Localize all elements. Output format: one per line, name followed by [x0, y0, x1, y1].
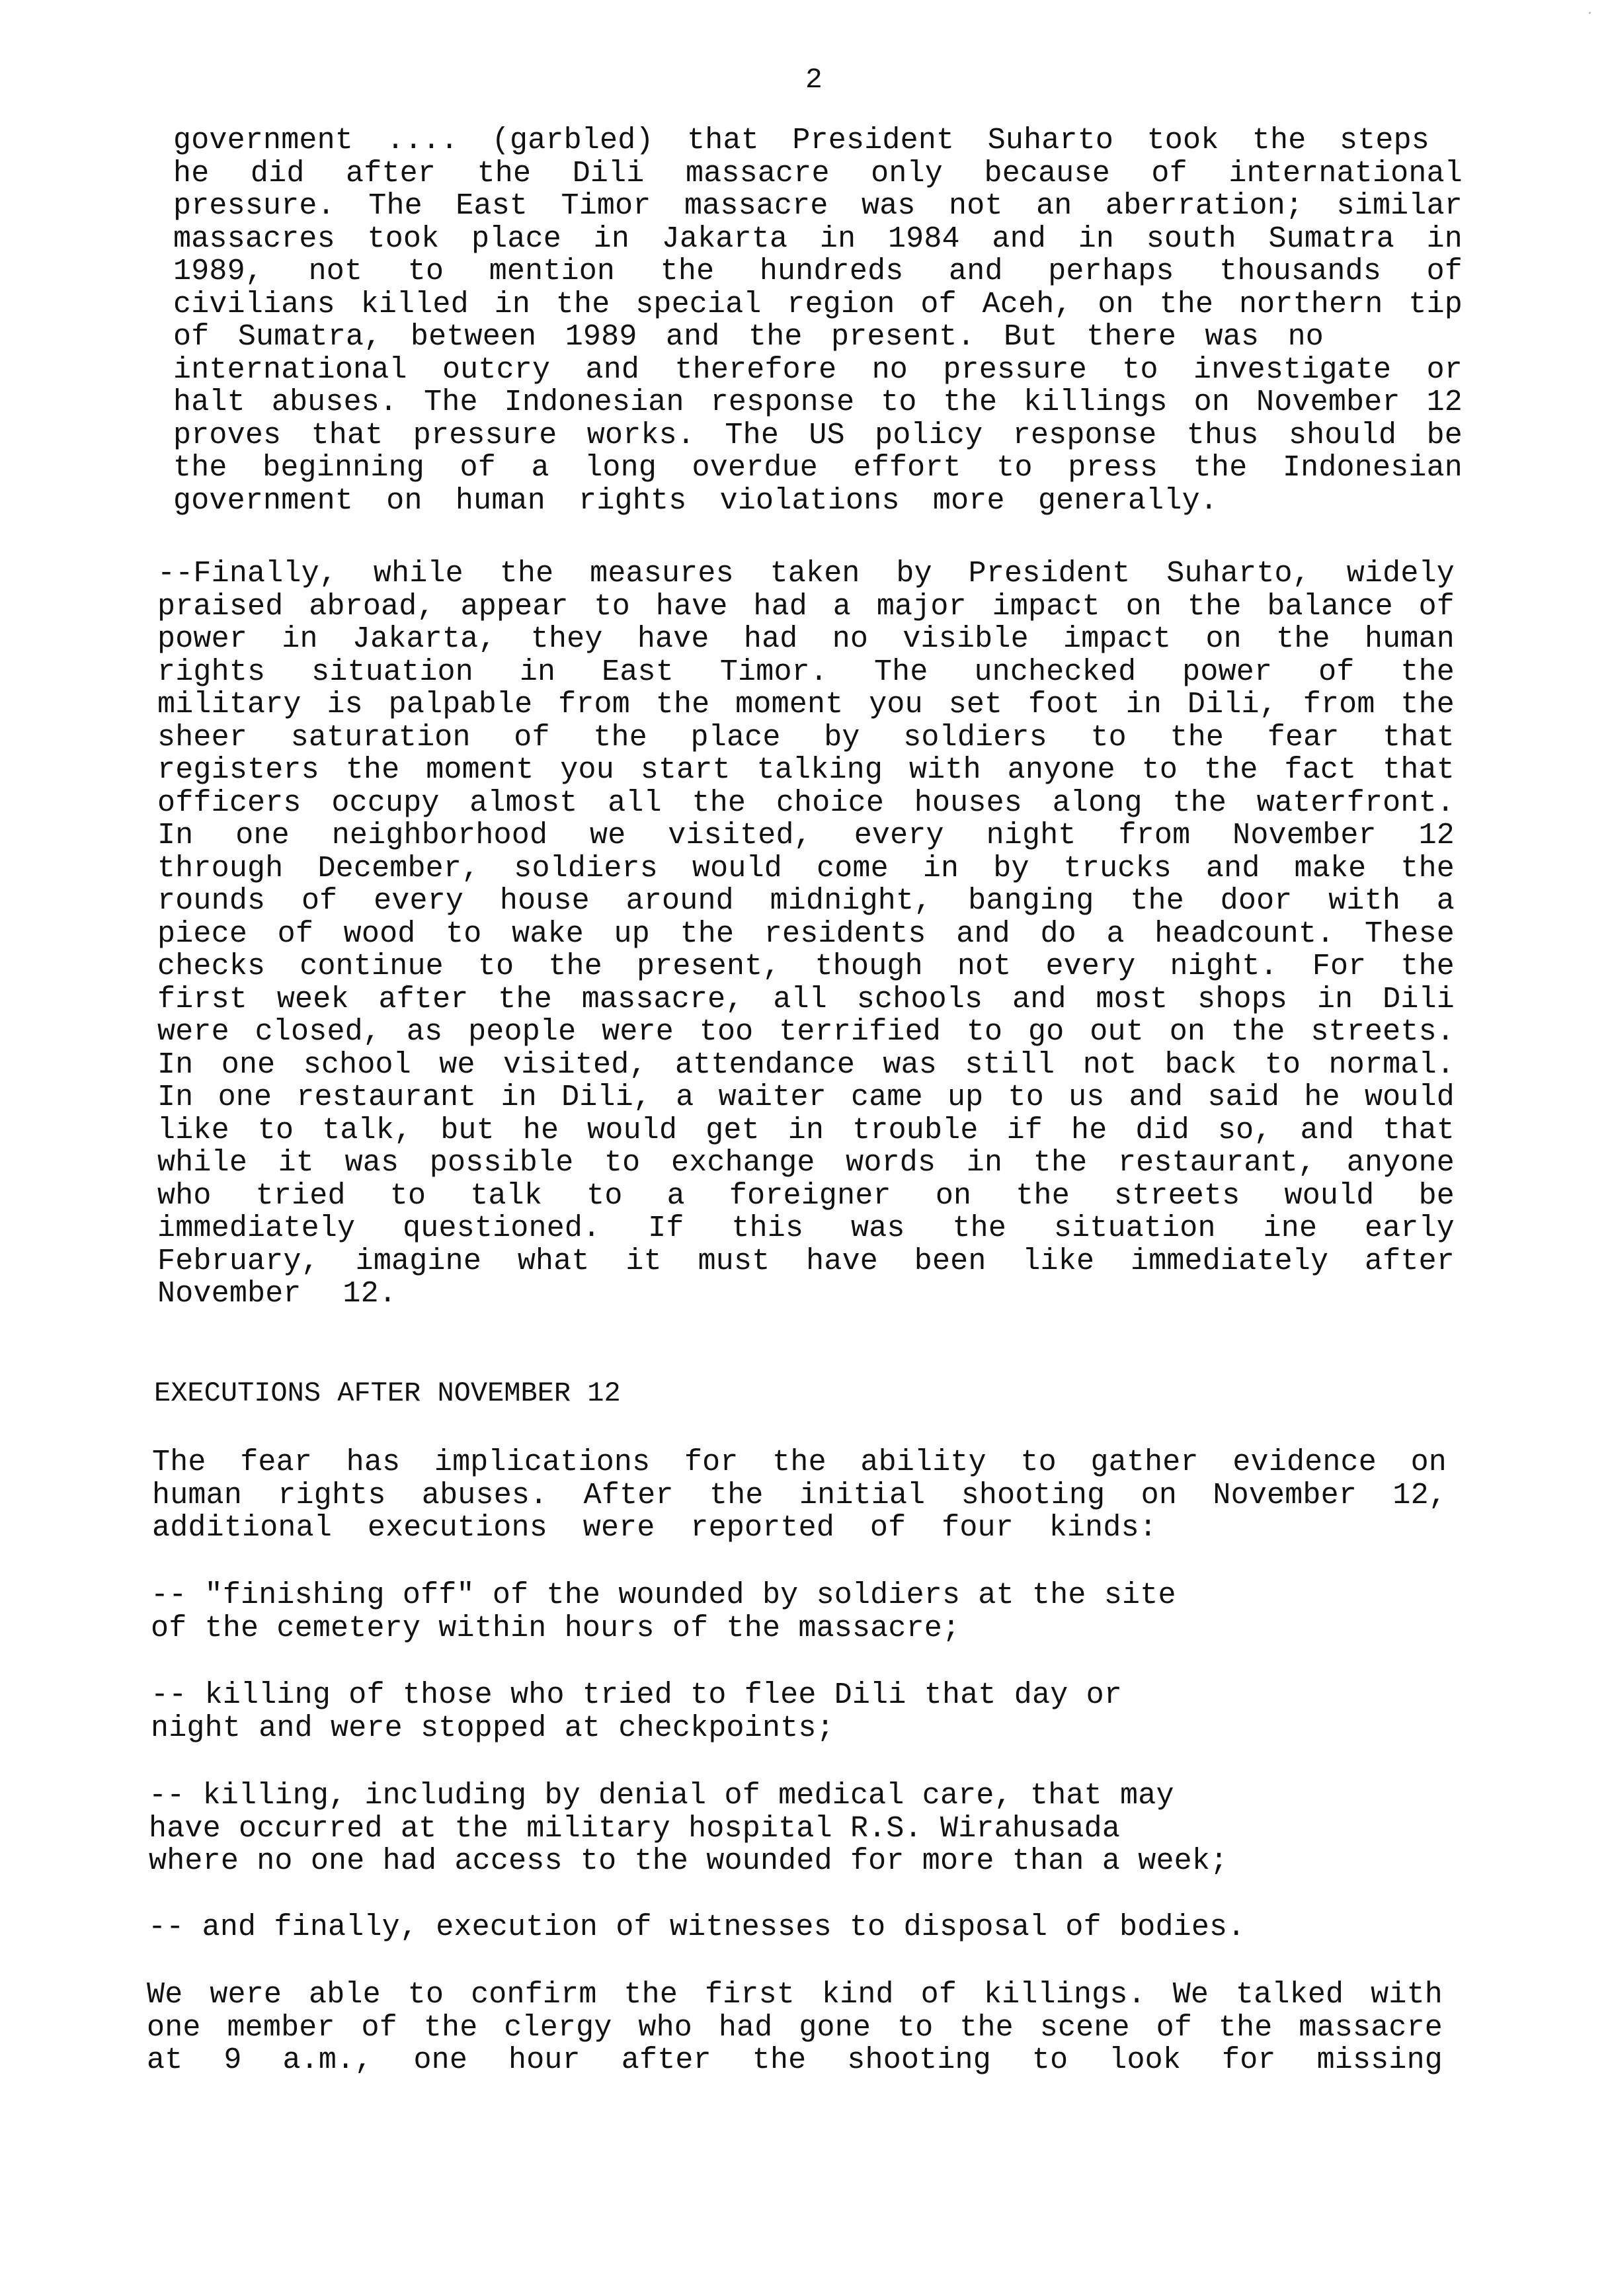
- text-line: November 12.: [157, 1277, 397, 1311]
- scan-speck: [1589, 12, 1591, 14]
- text-line: immediately questioned. If this was the situation ine early: [157, 1211, 1455, 1245]
- paragraph-confirmation: [147, 1979, 1443, 2077]
- text-line: --Finally, while the measures taken by President Suharto, widely: [157, 557, 1455, 591]
- text-line: human rights abuses. After the initial shooting on November 12,: [152, 1478, 1447, 1512]
- text-line: massacres took place in Jakarta in 1984 and in south Sumatra in: [173, 222, 1463, 256]
- text-line: power in Jakarta, they have had no visible impact on the human: [157, 622, 1455, 656]
- text-line: first week after the massacre, all schools and most shops in Dili: [157, 982, 1455, 1016]
- text-line: February, imagine what it must have been like immediately after: [157, 1244, 1455, 1278]
- list-item-witnesses: [148, 1911, 1245, 1944]
- text-line: -- killing, including by denial of medical care, that may: [149, 1779, 1174, 1813]
- text-line: rounds of every house around midnight, banging the door with a: [157, 884, 1455, 918]
- text-line: international outcry and therefore no pressure to investigate or: [173, 352, 1463, 387]
- text-line: proves that pressure works. The US policy response thus should be: [173, 418, 1463, 452]
- list-item-military-hospital: [149, 1780, 1228, 1878]
- text-line: checks continue to the present, though not every night. For the: [157, 950, 1455, 983]
- text-line: at 9 a.m., one hour after the shooting to look for missing: [147, 2043, 1443, 2077]
- text-line: military is palpable from the moment you set foot in Dili, from the: [157, 688, 1455, 721]
- page-number: 2: [805, 63, 823, 96]
- text-line: of Sumatra, between 1989 and the present. But there was no: [173, 320, 1324, 354]
- text-line: where no one had access to the wounded for more than a week;: [149, 1844, 1228, 1878]
- text-line: rights situation in East Timor. The unchecked power of the: [157, 655, 1455, 689]
- text-line: halt abuses. The Indonesian response to the killings on November 12: [173, 386, 1463, 419]
- list-item-finishing-off: [151, 1579, 1176, 1645]
- text-line: The fear has implications for the ability to gather evidence on: [152, 1446, 1447, 1479]
- text-line: piece of wood to wake up the residents and do a headcount. These: [157, 917, 1455, 951]
- text-line: We were able to confirm the first kind of killings. We talked with: [147, 1978, 1443, 2012]
- text-line: -- "finishing off" of the wounded by soldiers at the site: [151, 1578, 1176, 1612]
- text-line: -- killing of those who tried to flee Dili that day or: [151, 1678, 1123, 1712]
- list-item-checkpoints: [151, 1679, 1122, 1744]
- text-line: night and were stopped at checkpoints;: [151, 1711, 834, 1745]
- text-line: In one restaurant in Dili, a waiter came up to us and said he would: [157, 1081, 1455, 1114]
- text-line: one member of the clergy who had gone to the scene of the massacre: [147, 2010, 1443, 2045]
- section-heading: EXECUTIONS AFTER NOVEMBER 12: [154, 1377, 621, 1409]
- text-line: sheer saturation of the place by soldiers to the fear that: [157, 720, 1455, 755]
- text-line: through December, soldiers would come in by trucks and make the: [157, 851, 1455, 885]
- paragraph-intro-continuation: [173, 124, 1463, 517]
- text-line: civilians killed in the special region of Aceh, on the northern tip: [173, 287, 1463, 321]
- text-line: registers the moment you start talking with anyone to the fact that: [157, 753, 1455, 787]
- paragraph-fear-implications: [152, 1446, 1447, 1545]
- text-line: of the cemetery within hours of the massacre;: [151, 1611, 961, 1645]
- text-line: who tried to talk to a foreigner on the streets would be: [157, 1178, 1455, 1213]
- text-line: pressure. The East Timor massacre was not an aberration; similar: [173, 189, 1463, 223]
- text-line: like to talk, but he would get in trouble if he did so, and that: [157, 1113, 1455, 1147]
- text-line: In one school we visited, attendance was still not back to normal.: [157, 1047, 1455, 1082]
- text-line: 1989, not to mention the hundreds and perhaps thousands of: [173, 255, 1463, 288]
- text-line: he did after the Dili massacre only because of international: [173, 156, 1463, 190]
- text-line: -- and finally, execution of witnesses to disposal of bodies.: [148, 1910, 1246, 1944]
- text-line: officers occupy almost all the choice houses along the waterfront.: [157, 786, 1455, 820]
- text-line: the beginning of a long overdue effort to press the Indonesian: [173, 451, 1463, 485]
- text-line: praised abroad, appear to have had a major impact on the balance of: [157, 589, 1455, 624]
- text-line: In one neighborhood we visited, every night from November 12: [157, 819, 1455, 852]
- text-line: while it was possible to exchange words in the restaurant, anyone: [157, 1146, 1455, 1180]
- text-line: government .... (garbled) that President Suharto took the steps: [173, 124, 1429, 157]
- text-line: government on human rights violations more generally.: [173, 483, 1218, 518]
- paragraph-finally: [157, 557, 1455, 1311]
- text-line: additional executions were reported of four kinds:: [152, 1511, 1157, 1545]
- text-line: were closed, as people were too terrified to go out on the streets.: [157, 1015, 1455, 1049]
- text-line: have occurred at the military hospital R.S. Wirahusada: [149, 1811, 1121, 1846]
